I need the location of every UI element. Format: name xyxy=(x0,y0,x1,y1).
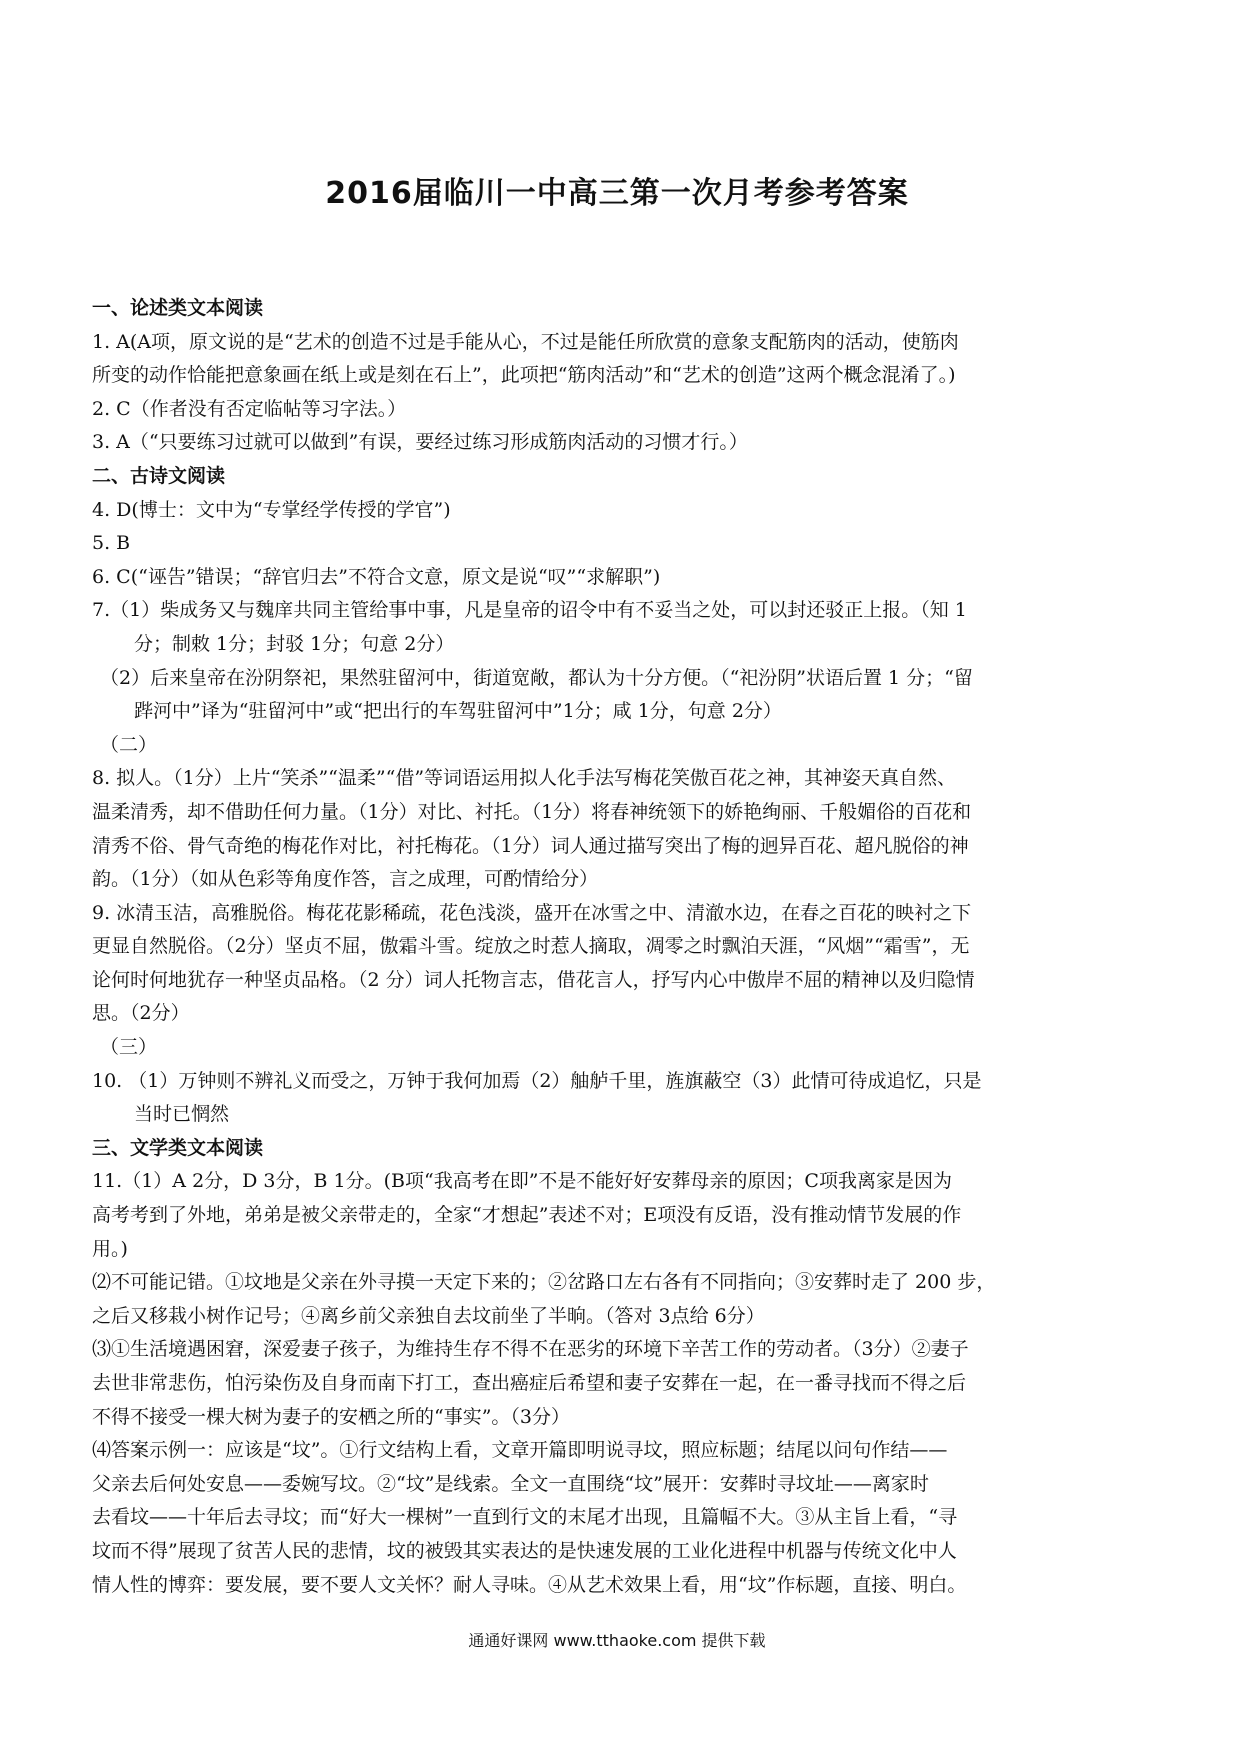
text-line: 清秀不俗、骨气奇绝的梅花作对比，衬托梅花。（1分）词人通过描写突出了梅的迥异百花、超凡脱俗的神 xyxy=(92,834,969,857)
answer-content xyxy=(92,292,1112,1602)
text-line: 去看坟——十年后去寻坟；而“好大一棵树”一直到行文的末尾才出现，且篇幅不大。③从主旨上看，“寻 xyxy=(92,1506,958,1529)
text-line: 情人性的博弈：要发展，要不要人文关怀？耐人寻味。④从艺术效果上看，用“坟”作标题，直接、明白。 xyxy=(92,1573,967,1596)
text-line: 温柔清秀，却不借助任何力量。（1分）对比、衬托。（1分）将春神统领下的娇艳绚丽、千般媚俗的百花和 xyxy=(92,800,972,823)
text-line: 坟而不得”展现了贫苦人民的悲情，坟的被毁其实表达的是快速发展的工业化进程中机器与传统文化中人 xyxy=(92,1539,957,1562)
text-line: 2. C（作者没有否定临帖等习字法。） xyxy=(92,397,407,420)
text-line: 父亲去后何处安息——委婉写坟。②“坟”是线索。全文一直围绕“坟”展开：安葬时寻坟址——离家时 xyxy=(92,1472,929,1495)
text-line: 5. B xyxy=(92,532,131,555)
text-line: 更显自然脱俗。（2分）坚贞不屈，傲霜斗雪。绽放之时惹人摘取，凋零之时飘泊天涯，“风烟”“霜雪”，无 xyxy=(92,935,970,958)
text-line: 6. C(“诬告”错误；“辞官归去”不符合文意，原文是说“叹”“求解职”) xyxy=(92,565,661,588)
text-line: 跸河中”译为“驻留河中”或“把出行的车驾驻留河中”1分；咸 1分，句意 2分） xyxy=(134,700,782,723)
footer-source: 通通好课网 www.tthaoke.com 提供下载 xyxy=(468,1631,766,1650)
text-line: 11.（1）A 2分，D 3分，B 1分。(B项“我高考在即”不是不能好好安葬母亲的原因；C项我离家是因为 xyxy=(92,1170,952,1193)
text-line: 10. （1）万钟则不辨礼义而受之，万钟于我何加焉（2）舳舻千里，旌旗蔽空（3）此情可待成追忆，只是 xyxy=(92,1069,982,1092)
text-line: 思。（2分） xyxy=(92,1002,190,1025)
text-line: 当时已惘然 xyxy=(134,1103,230,1126)
text-line: 用。) xyxy=(92,1237,128,1260)
section-heading: 一、论述类文本阅读 xyxy=(92,297,264,319)
text-line: （二） xyxy=(100,733,158,756)
text-line: 去世非常悲伤，怕污染伤及自身而南下打工，查出癌症后希望和妻子安葬在一起，在一番寻找而不得之后 xyxy=(92,1372,967,1394)
text-line: 7.（1）柴成务又与魏庠共同主管给事中事，凡是皇帝的诏令中有不妥当之处，可以封还驳正上报。（知 1 xyxy=(92,599,967,622)
text-line: 不得不接受一棵大树为妻子的安栖之所的“事实”。（3分） xyxy=(92,1405,571,1428)
text-line: 1. A(A项，原文说的是“艺术的创造不过是手能从心，不过是能任所欣赏的意象支配筋肉的活动，使筋肉 xyxy=(92,330,959,353)
text-line: 4. D(博士：文中为“专掌经学传授的学官”) xyxy=(92,498,451,521)
page-title: 2016届临川一中高三第一次月考参考答案 xyxy=(325,176,909,211)
text-line: 分；制敕 1分；封驳 1分；句意 2分） xyxy=(134,632,455,655)
text-line: ⑵不可能记错。①坟地是父亲在外寻摸一天定下来的；②岔路口左右各有不同指向；③安葬时走了 200 步， xyxy=(92,1271,996,1294)
section-heading: 三、文学类文本阅读 xyxy=(92,1136,264,1159)
text-line: 9. 冰清玉洁，高雅脱俗。梅花花影稀疏，花色浅淡，盛开在冰雪之中、清澈水边，在春之百花的映衬之下 xyxy=(92,901,972,924)
text-line: 论何时何地犹存一种坚贞品格。（2 分）词人托物言志，借花言人，抒写内心中傲岸不屈的精神以及归隐情 xyxy=(92,968,975,991)
text-line: （2）后来皇帝在汾阴祭祀，果然驻留河中，街道宽敞，都认为十分方便。（“祀汾阴”状语后置 1 分；“留 xyxy=(100,666,973,689)
text-line: ⑶①生活境遇困窘，深爱妻子孩子，为维持生存不得不在恶劣的环境下辛苦工作的劳动者。（3分）②妻子 xyxy=(92,1338,969,1361)
text-line: （三） xyxy=(100,1036,158,1059)
text-line: ⑷答案示例一：应该是“坟”。①行文结构上看，文章开篇即明说寻坟，照应标题；结尾以问句作结—— xyxy=(92,1439,948,1462)
text-line: 所变的动作恰能把意象画在纸上或是刻在石上”，此项把“筋肉活动”和“艺术的创造”这两个概念混淆了。) xyxy=(92,364,956,387)
text-line: 之后又移栽小树作记号；④离乡前父亲独自去坟前坐了半晌。（答对 3点给 6分） xyxy=(92,1304,765,1327)
text-line: 3. A（“只要练习过就可以做到”有误，要经过练习形成筋肉活动的习惯才行。） xyxy=(92,431,748,454)
text-line: 高考考到了外地，弟弟是被父亲带走的，全家“才想起”表述不对；E项没有反语，没有推动情节发展的作 xyxy=(92,1204,962,1227)
section-heading: 二、古诗文阅读 xyxy=(92,464,226,487)
text-line: 韵。（1分）（如从色彩等角度作答，言之成理，可酌情给分） xyxy=(92,868,599,891)
text-line: 8. 拟人。（1分）上片“笑杀”“温柔”“借”等词语运用拟人化手法写梅花笑傲百花之神，其神姿天真自然、 xyxy=(92,767,957,790)
